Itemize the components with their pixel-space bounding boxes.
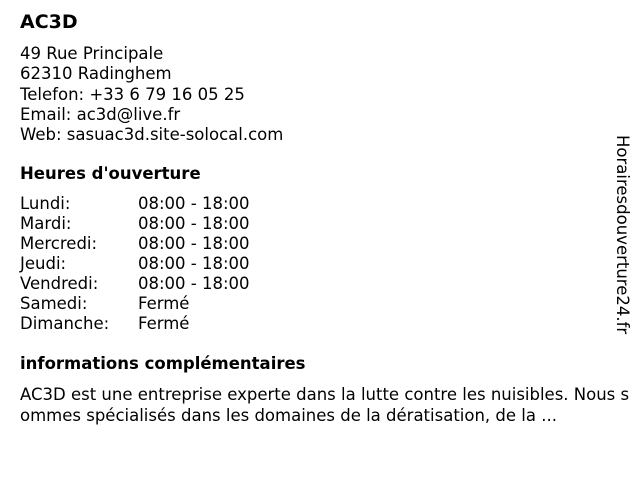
opening-hours-heading: Heures d'ouverture xyxy=(20,164,201,183)
email-address: Email: ac3d@live.fr xyxy=(20,104,181,124)
day-name: Dimanche: xyxy=(20,314,110,333)
hours-row xyxy=(20,314,250,334)
address-city: 62310 Radinghem xyxy=(20,64,172,84)
website: Web: sasuac3d.site-solocal.com xyxy=(20,125,284,145)
hours-row xyxy=(20,194,250,214)
additional-info-heading: informations complémentaires xyxy=(20,354,306,373)
day-name: Samedi: xyxy=(20,294,88,313)
day-name: Lundi: xyxy=(20,194,71,213)
day-name: Jeudi: xyxy=(20,254,67,273)
day-name: Mercredi: xyxy=(20,234,98,253)
business-contact xyxy=(20,44,283,145)
phone-number: Telefon: +33 6 79 16 05 25 xyxy=(20,84,245,104)
hours-row xyxy=(20,254,250,274)
business-description: AC3D est une entreprise experte dans la lutte contre les nuisibles. Nous sommes spécialisés dans les domaines de la dératisation, de la ... xyxy=(20,385,630,425)
day-hours: Fermé xyxy=(138,294,190,313)
day-hours: 08:00 - 18:00 xyxy=(138,274,250,293)
page-title: AC3D xyxy=(20,11,78,33)
hours-row xyxy=(20,234,250,254)
day-hours: 08:00 - 18:00 xyxy=(138,194,250,213)
hours-row xyxy=(20,294,250,314)
site-watermark: Horairesdouverture24.fr xyxy=(613,135,632,335)
day-hours: Fermé xyxy=(138,314,190,333)
day-hours: 08:00 - 18:00 xyxy=(138,254,250,273)
day-hours: 08:00 - 18:00 xyxy=(138,234,250,253)
hours-row xyxy=(20,274,250,294)
address-street: 49 Rue Principale xyxy=(20,44,164,63)
opening-hours-table xyxy=(20,194,250,334)
day-name: Mardi: xyxy=(20,214,72,233)
hours-row xyxy=(20,214,250,234)
day-hours: 08:00 - 18:00 xyxy=(138,214,250,233)
day-name: Vendredi: xyxy=(20,274,99,293)
